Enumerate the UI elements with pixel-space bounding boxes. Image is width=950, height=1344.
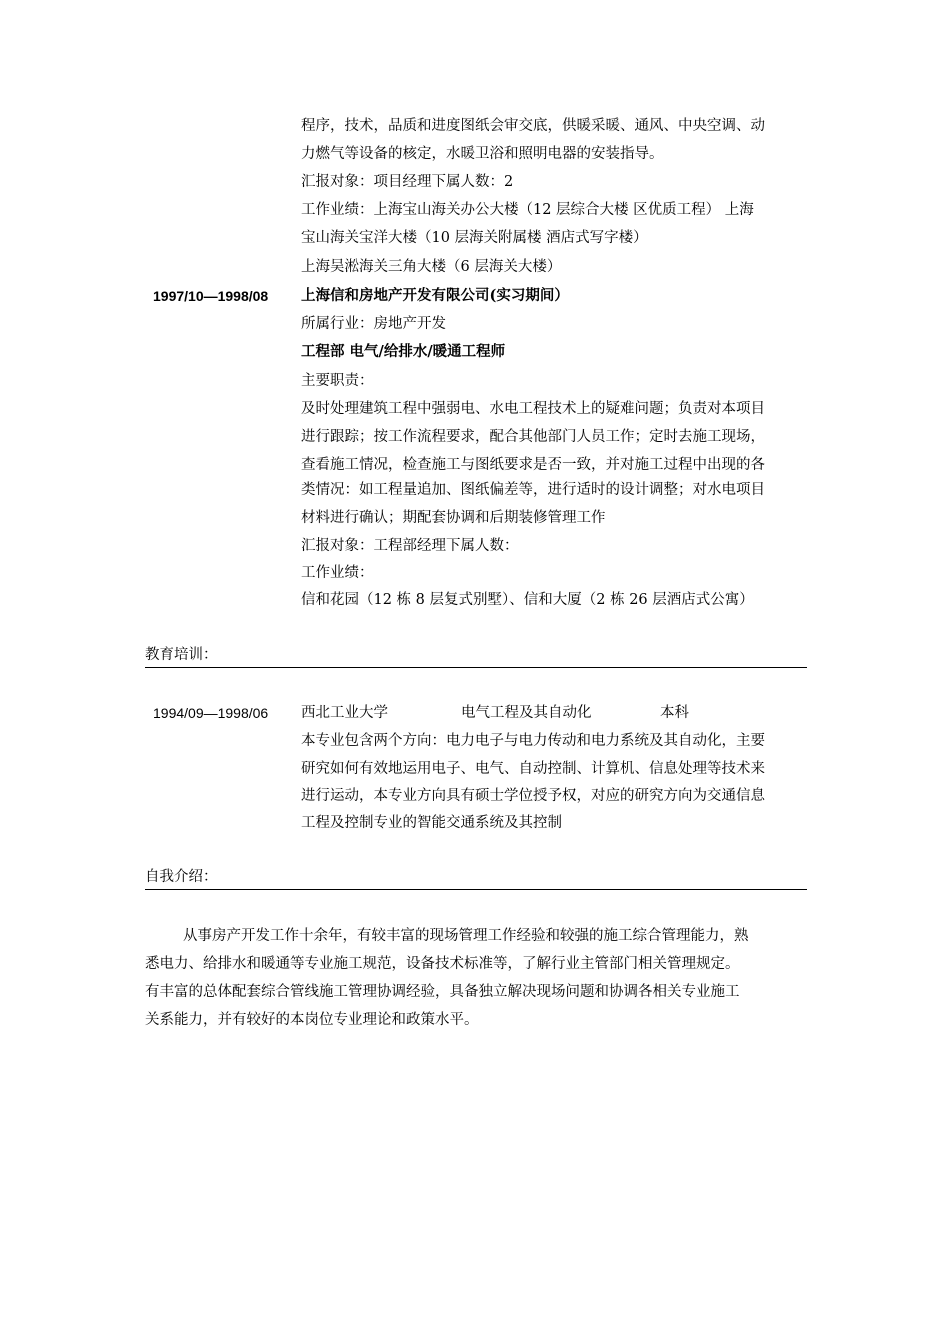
duties-line: 查看施工情况，检查施工与图纸要求是否一致，并对施工过程中出现的各 bbox=[301, 457, 765, 473]
report-line: 汇报对象：项目经理下属人数：2 bbox=[301, 174, 514, 190]
self-intro-line: 悉电力、给排水和暖通等专业施工规范，设备技术标准等，了解行业主管部门相关管理规定。 bbox=[145, 956, 740, 972]
duties-line: 进行跟踪；按工作流程要求，配合其他部门人员工作；定时去施工现场， bbox=[301, 429, 765, 445]
self-intro-paragraph bbox=[145, 922, 817, 1034]
industry-line: 所属行业：房地产开发 bbox=[301, 316, 446, 332]
education-description-line: 研究如何有效地运用电子、电气、自动控制、计算机、信息处理等技术来 bbox=[301, 761, 765, 777]
achievements-label: 工作业绩： bbox=[301, 565, 374, 581]
report-line: 汇报对象：工程部经理下属人数： bbox=[301, 538, 519, 554]
job-date: 1997/10—1998/08 bbox=[153, 288, 269, 304]
education-description-line: 本专业包含两个方向：电力电子与电力传动和电力系统及其自动化，主要 bbox=[301, 733, 765, 749]
duties-line: 力燃气等设备的核定，水暖卫浴和照明电器的安装指导。 bbox=[301, 146, 664, 162]
education-description-line: 工程及控制专业的智能交通系统及其控制 bbox=[301, 815, 562, 831]
self-intro-line: 从事房产开发工作十余年，有较丰富的现场管理工作经验和较强的施工综合管理能力，熟 bbox=[183, 928, 749, 944]
company-name: 上海信和房地产开发有限公司(实习期间） bbox=[301, 287, 569, 304]
achievement-line: 信和花园（12 栋 8 层复式别墅）、信和大厦（2 栋 26 层酒店式公寓） bbox=[301, 592, 754, 608]
self-intro-heading: 自我介绍： bbox=[145, 867, 807, 890]
self-intro-line: 有丰富的总体配套综合管线施工管理协调经验，具备独立解决现场问题和协调各相关专业施工 bbox=[145, 984, 740, 1000]
duties-line: 类情况：如工程量追加、图纸偏差等，进行适时的设计调整；对水电项目 bbox=[301, 482, 765, 498]
self-intro-line: 关系能力，并有较好的本岗位专业理论和政策水平。 bbox=[145, 1012, 479, 1028]
school-name: 西北工业大学 bbox=[301, 705, 388, 721]
duties-label: 主要职责： bbox=[301, 373, 374, 389]
duties-line: 程序，技术，品质和进度图纸会审交底，供暖采暖、通风、中央空调、动 bbox=[301, 118, 765, 134]
achievement-line: 工作业绩：上海宝山海关办公大楼（12 层综合大楼 区优质工程） 上海 bbox=[301, 202, 754, 218]
duties-line: 及时处理建筑工程中强弱电、水电工程技术上的疑难问题；负责对本项目 bbox=[301, 401, 765, 417]
achievement-line: 宝山海关宝洋大楼（10 层海关附属楼 酒店式写字楼） bbox=[301, 230, 648, 246]
education-description-line: 进行运动，本专业方向具有硕士学位授予权，对应的研究方向为交通信息 bbox=[301, 788, 765, 804]
education-date: 1994/09—1998/06 bbox=[153, 705, 269, 721]
achievement-line: 上海吴淞海关三角大楼（6 层海关大楼） bbox=[301, 259, 562, 275]
duties-line: 材料进行确认；期配套协调和后期装修管理工作 bbox=[301, 510, 606, 526]
degree: 本科 bbox=[660, 705, 689, 721]
education-heading: 教育培训： bbox=[145, 645, 807, 668]
major-name: 电气工程及其自动化 bbox=[461, 705, 592, 721]
position-title: 工程部 电气/给排水/暖通工程师 bbox=[301, 343, 506, 360]
